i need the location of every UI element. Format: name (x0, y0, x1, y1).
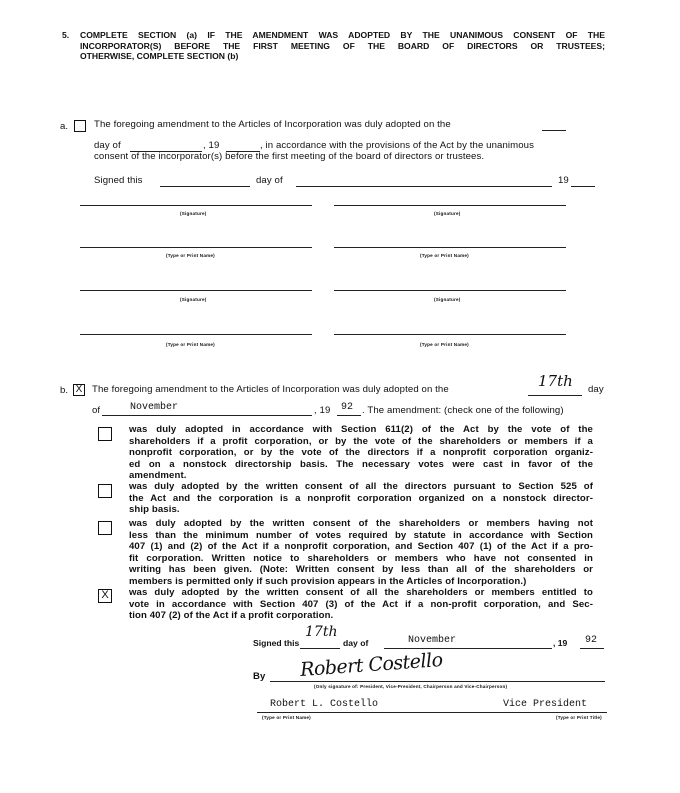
option-line: was duly adopted in accordance with Section 611(2) of the Act by the vote of the (129, 424, 593, 435)
print-name-caption: (Type or Print Name) (166, 253, 215, 258)
print-name-caption: (Type or Print Name) (166, 342, 215, 347)
instruction-line-1: COMPLETE SECTION (a) IF THE AMENDMENT WAS ADOPTED BY THE UNANIMOUS CONSENT OF THE (80, 30, 605, 40)
name-title-line[interactable] (257, 712, 607, 713)
signer-name: Robert L. Costello (270, 699, 379, 710)
signed-month-blank[interactable] (296, 186, 552, 187)
adopted-year-value: 92 (341, 402, 354, 413)
signed-year-prefix: , 19 (553, 638, 568, 648)
signed-this-label: Signed this (253, 638, 300, 648)
option-line: nonprofit corporation, or by the vote of the directors if a nonprofit corporation organiz- (129, 447, 593, 458)
check-one-text: . The amendment: (check one of the following) (362, 405, 564, 416)
adopted-month-blank[interactable] (102, 415, 312, 416)
signature-caption: (Signature) (434, 297, 461, 302)
signature-caption: (Only signature of: President, Vice-President, Chairperson and Vice-Chairperson) (314, 684, 508, 689)
instruction-line-3: OTHERWISE, COMPLETE SECTION (b) (80, 51, 239, 62)
option-text (129, 424, 593, 482)
signed-month-value: November (408, 635, 457, 646)
print-name-caption: (Type or Print Name) (420, 342, 469, 347)
option-checkbox[interactable] (98, 427, 112, 441)
option-line: ed on a nonstock directorship basis. The necessary votes were cast in favor of the (129, 458, 593, 470)
option-line: the Act and the corporation is a nonprofit corporation organized on a nonstock director- (129, 492, 593, 504)
print-name-line[interactable] (334, 334, 566, 335)
signed-day-value: 17th (305, 624, 338, 640)
section-b-label: b. (60, 385, 69, 396)
signature-caption: (Signature) (180, 297, 207, 302)
signature-caption: (Signature) (180, 211, 207, 216)
option-line: was duly adopted by the written consent of all the directors pursuant to Section 525 of (129, 481, 593, 492)
option-line: ship basis. (129, 504, 180, 515)
signed-day-blank[interactable] (300, 648, 340, 649)
option-line: shareholders if a profit corporation, or by the vote of the shareholders or members if a (129, 435, 593, 447)
signer-title: Vice President (503, 699, 588, 710)
accordance-text: , in accordance with the provisions of the Act by the unanimous (260, 140, 535, 151)
option-line: was duly adopted by the written consent of all the shareholders or members entitled to (129, 587, 593, 598)
option-line: fit corporation. Written notice to shareholders or members who have not consented in (129, 552, 593, 564)
option-line: 407 (1) and (2) of the Act if a nonprofit corporation, and Section 407 (1) of the Act if a pro- (129, 541, 593, 552)
option-line: tion 407 (2) of the Act if a profit corporation. (129, 610, 334, 621)
option-text (129, 587, 593, 622)
title-caption: (Type or Print Title) (556, 715, 602, 720)
option-text (129, 481, 593, 516)
day-of-label: day of (94, 140, 121, 151)
adopted-day-blank[interactable] (528, 395, 582, 396)
by-label: By (253, 671, 266, 682)
section-a-label: a. (60, 121, 69, 132)
date-blank[interactable] (542, 130, 566, 131)
signed-year-blank[interactable] (580, 648, 604, 649)
handwritten-signature: Robert Costello (299, 649, 444, 681)
adopted-year-blank[interactable] (337, 415, 361, 416)
adopted-year-prefix: , 19 (314, 405, 331, 416)
section-a-checkbox[interactable] (74, 120, 86, 132)
option-line: less than the minimum number of votes required by statute in accordance with Section (129, 529, 593, 541)
option-line: amendment. (129, 470, 187, 481)
print-name-line[interactable] (80, 334, 312, 335)
day-of-label-2: day of (256, 175, 283, 186)
section-instructions (80, 30, 605, 62)
signature-line[interactable] (80, 205, 312, 206)
section-b-checkbox[interactable]: X (73, 384, 85, 396)
year-19-label: 19 (558, 175, 569, 186)
instruction-line-2: INCORPORATOR(S) BEFORE THE FIRST MEETING OF THE BOARD OF DIRECTORS OR TRUSTEES; (80, 40, 605, 51)
of-label: of (92, 405, 101, 416)
option-line: vote in accordance with Section 407 (3) of the Act if a non-profit corporation, and Sec- (129, 598, 593, 610)
signed-day-blank[interactable] (160, 186, 250, 187)
signature-line[interactable] (334, 205, 566, 206)
option-checkbox[interactable] (98, 521, 112, 535)
print-name-line[interactable] (334, 247, 566, 248)
option-line: was duly adopted by the written consent of the shareholders or members having not (129, 518, 593, 529)
section-a-line-1: The foregoing amendment to the Articles of Incorporation was duly adopted on the (94, 119, 451, 130)
adopted-month-value: November (130, 402, 179, 413)
section-a-line-3: consent of the incorporator(s) before the first meeting of the board of directors or trustees. (94, 151, 485, 162)
signed-year-value: 92 (585, 635, 598, 646)
signature-line[interactable] (80, 290, 312, 291)
section-number: 5. (62, 30, 70, 40)
print-name-caption: (Type or Print Name) (420, 253, 469, 258)
print-name-line[interactable] (80, 247, 312, 248)
signed-this-label: Signed this (94, 175, 143, 186)
signed-day-of-label: day of (343, 638, 369, 648)
signed-month-blank[interactable] (384, 648, 552, 649)
option-checkbox[interactable] (98, 484, 112, 498)
option-text (129, 518, 593, 587)
option-line: writing has been given. (Note: Written consent by less than all of the shareholders or (129, 564, 593, 575)
year-prefix: , 19 (203, 140, 220, 151)
signature-caption: (Signature) (434, 211, 461, 216)
signature-line[interactable] (334, 290, 566, 291)
section-b-line-1: The foregoing amendment to the Articles of Incorporation was duly adopted on the (92, 384, 449, 395)
adopted-day-value: 17th (538, 372, 573, 390)
signature-line[interactable] (270, 681, 605, 682)
option-line: members is permitted only if such provision appears in the Articles of Incorporation.) (129, 575, 527, 587)
signed-year-blank[interactable] (571, 186, 595, 187)
name-caption: (Type or Print Name) (262, 715, 311, 720)
option-checkbox[interactable]: X (98, 589, 112, 603)
day-word: day (588, 384, 604, 395)
